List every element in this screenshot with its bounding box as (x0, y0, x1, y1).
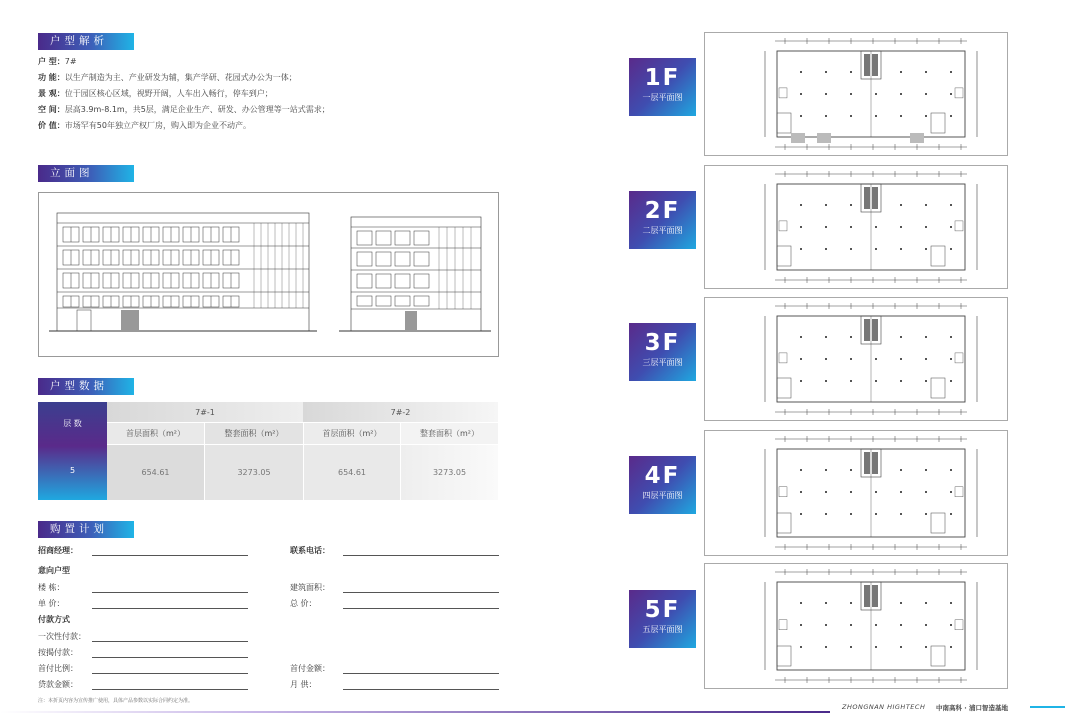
elevation-illustration (39, 193, 498, 356)
floors-column (38, 402, 107, 500)
floor-plan-drawing (705, 33, 1007, 155)
floor-badge-4 (629, 456, 696, 514)
floor-plan-drawing (705, 431, 1007, 555)
floor-plan-drawing (705, 166, 1007, 288)
label-mortgage: 按揭付款： (38, 648, 78, 657)
input-monthly[interactable] (343, 689, 499, 690)
floor-name: 四层平面图 (642, 491, 683, 500)
floor-plan-drawing (705, 298, 1007, 420)
label-intent: 意向户型 (38, 566, 70, 575)
input-one-time[interactable] (92, 641, 248, 642)
footer-brand-en: ZHONGNAN HIGHTECH (842, 703, 926, 711)
footer-brand-cn: 中南高科 · 浦口智造基地 (936, 704, 1008, 712)
label-unit-price: 单 价： (38, 599, 65, 608)
input-unit-price[interactable] (92, 608, 248, 609)
input-area[interactable] (343, 592, 499, 593)
input-mortgage[interactable] (92, 657, 248, 658)
info-function: 功 能：以生产制造为主、产业研发为辅，集产学研、花园式办公为一体； (38, 73, 297, 82)
unit1-header: 7#-1 (107, 402, 303, 422)
unit1-total-header: 整套面积（m²） (204, 422, 303, 444)
input-loan[interactable] (92, 689, 248, 690)
floor-code: 5F (644, 597, 681, 623)
floor-plan-4 (704, 430, 1008, 556)
label-loan: 贷款金额： (38, 680, 78, 689)
input-down-ratio[interactable] (92, 673, 248, 674)
section-title-elevation: 立面图 (38, 165, 134, 182)
unit2-total-header: 整套面积（m²） (400, 422, 498, 444)
label-total-price: 总 价： (290, 599, 317, 608)
unit2-header: 7#-2 (303, 402, 498, 422)
info-type: 户 型：7# (38, 57, 77, 66)
floor-plan-1 (704, 32, 1008, 156)
input-total-price[interactable] (343, 608, 499, 609)
floor-plan-drawing (705, 564, 1007, 688)
elevation-drawing (38, 192, 499, 357)
unit2-first-header: 首层面积（m²） (303, 422, 400, 444)
floor-plan-3 (704, 297, 1008, 421)
floor-name: 三层平面图 (642, 358, 683, 367)
floor-code: 2F (644, 198, 681, 224)
input-phone[interactable] (343, 555, 499, 556)
floors-header: 层 数 (63, 419, 82, 428)
floor-code: 4F (644, 463, 681, 489)
floor-plan-5 (704, 563, 1008, 689)
input-manager[interactable] (92, 555, 248, 556)
floor-code: 3F (644, 330, 681, 356)
label-payment: 付款方式 (38, 615, 70, 624)
footer-line-right (1030, 706, 1065, 708)
disclaimer-note: 注：本折页内容为宣传推广使用，具体产品参数以实际合同约定为准。 (38, 698, 194, 704)
label-monthly: 月 供： (290, 680, 317, 689)
label-down-amount: 首付金额： (290, 664, 330, 673)
input-building[interactable] (92, 592, 248, 593)
unit1-total-value: 3273.05 (204, 444, 303, 500)
footer-line-left (0, 711, 830, 713)
floor-badge-1 (629, 58, 696, 116)
floor-plan-2 (704, 165, 1008, 289)
unit2-total-value: 3273.05 (400, 444, 498, 500)
floors-value: 5 (69, 466, 76, 475)
type-data-table (38, 402, 498, 500)
floor-name: 二层平面图 (642, 226, 683, 235)
floor-name: 一层平面图 (642, 93, 683, 102)
unit2-first-value: 654.61 (303, 444, 400, 500)
info-landscape: 景 观：位于园区核心区域，视野开阔，人车出入畅行，停车到户； (38, 89, 273, 98)
section-title-purchase-plan: 购置计划 (38, 521, 134, 538)
section-title-type-analysis: 户型解析 (38, 33, 134, 50)
label-down-ratio: 首付比例： (38, 664, 78, 673)
label-building: 楼 栋： (38, 583, 65, 592)
unit1-first-header: 首层面积（m²） (107, 422, 204, 444)
floor-badge-2 (629, 191, 696, 249)
floor-code: 1F (644, 65, 681, 91)
input-down-amount[interactable] (343, 673, 499, 674)
label-area: 建筑面积： (290, 583, 330, 592)
label-manager: 招商经理： (38, 546, 78, 555)
floor-name: 五层平面图 (642, 625, 683, 634)
floor-badge-5 (629, 590, 696, 648)
label-one-time: 一次性付款： (38, 632, 86, 641)
label-phone: 联系电话： (290, 546, 330, 555)
unit1-first-value: 654.61 (107, 444, 204, 500)
info-value: 价 值：市场罕有50年独立产权厂房，购入即为企业不动产。 (38, 121, 251, 130)
floor-badge-3 (629, 323, 696, 381)
section-title-type-data: 户型数据 (38, 378, 134, 395)
info-space: 空 间：层高3.9m-8.1m，共5层，满足企业生产、研发、办公管理等一站式需求； (38, 105, 330, 114)
